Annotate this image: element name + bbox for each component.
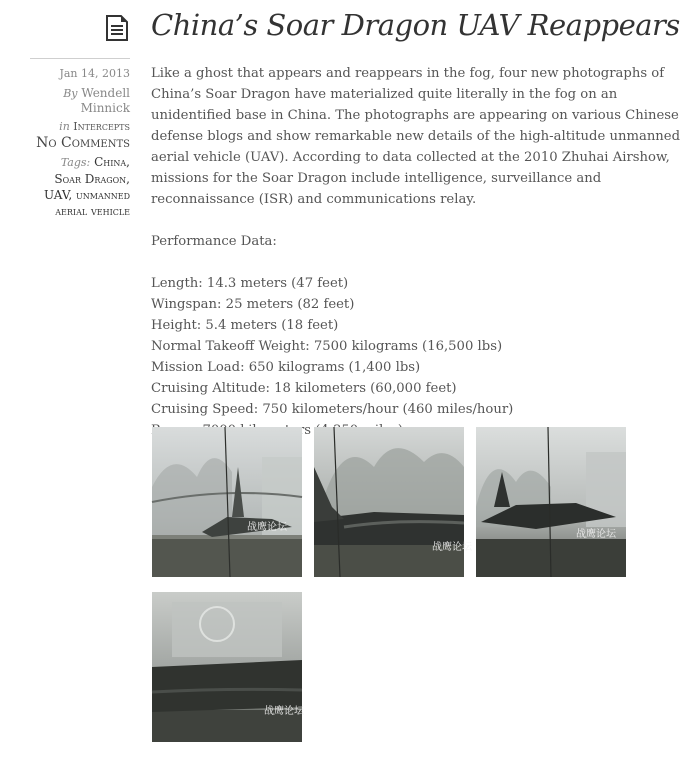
spec-line: Normal Takeoff Weight: 7500 kilograms (16,500 lbs) — [151, 339, 503, 354]
specs-list — [151, 273, 699, 441]
post-category — [20, 120, 130, 133]
tag-link[interactable]: China, — [94, 155, 130, 169]
photo-watermark: 战鹰论坛 — [576, 529, 616, 540]
tag-link[interactable]: Soar Dragon, — [54, 172, 130, 186]
post-tags — [20, 154, 130, 219]
comments-link[interactable]: No Comments — [36, 135, 130, 151]
post-date: Jan 14, 2013 — [59, 67, 130, 80]
by-label: By — [63, 87, 78, 100]
post-meta — [20, 66, 130, 219]
photo-watermark: 战鹰论坛 — [247, 522, 287, 533]
spec-line: Cruising Altitude: 18 kilometers (60,000 feet) — [151, 381, 457, 396]
photo-thumbnail-4[interactable] — [152, 592, 302, 742]
photo-watermark: 战鹰论坛 — [432, 542, 472, 553]
spec-line: Height: 5.4 meters (18 feet) — [151, 318, 339, 333]
photo-thumbnail-2[interactable] — [314, 427, 472, 577]
photo-thumbnail-3[interactable] — [476, 427, 626, 577]
tag-link[interactable]: unmanned — [76, 188, 130, 202]
category-link[interactable]: Intercepts — [73, 120, 130, 133]
meta-divider — [30, 58, 130, 59]
spec-line: Cruising Speed: 750 kilometers/hour (460 miles/hour) — [151, 402, 514, 417]
spec-line: Mission Load: 650 kilograms (1,400 lbs) — [151, 360, 421, 375]
tags-label: Tags: — [60, 156, 91, 169]
author-last-name[interactable]: Minnick — [80, 101, 130, 115]
post-content — [151, 63, 699, 441]
photo-watermark: 战鹰论坛 — [264, 706, 304, 717]
in-label: in — [59, 120, 70, 133]
post-title[interactable]: China’s Soar Dragon UAV Reappears — [151, 8, 680, 42]
post-author[interactable] — [20, 86, 130, 116]
photo-thumbnail-1[interactable] — [152, 427, 302, 577]
spec-line: Wingspan: 25 meters (82 feet) — [151, 297, 355, 312]
spec-line: Length: 14.3 meters (47 feet) — [151, 276, 349, 291]
document-icon — [106, 15, 128, 41]
tag-link[interactable]: aerial vehicle — [55, 204, 130, 218]
tag-link[interactable]: UAV, — [44, 188, 73, 202]
author-first-name[interactable]: Wendell — [81, 86, 130, 100]
intro-paragraph: Like a ghost that appears and reappears in the fog, four new photographs of China’s Soar Dragon have materialized quite literally in the fog on an unidentified base in China. The photographs are appearing on various Chinese defense blogs and show remarkable new details of the high-altitude unmanned aerial vehicle (UAV). According to data collected at the 2010 Zhuhai Airshow, missions for the Soar Dragon include intelligence, surveillance and reconnaissance (ISR) and communications relay. — [151, 66, 681, 207]
performance-label: Performance Data: — [151, 234, 277, 249]
